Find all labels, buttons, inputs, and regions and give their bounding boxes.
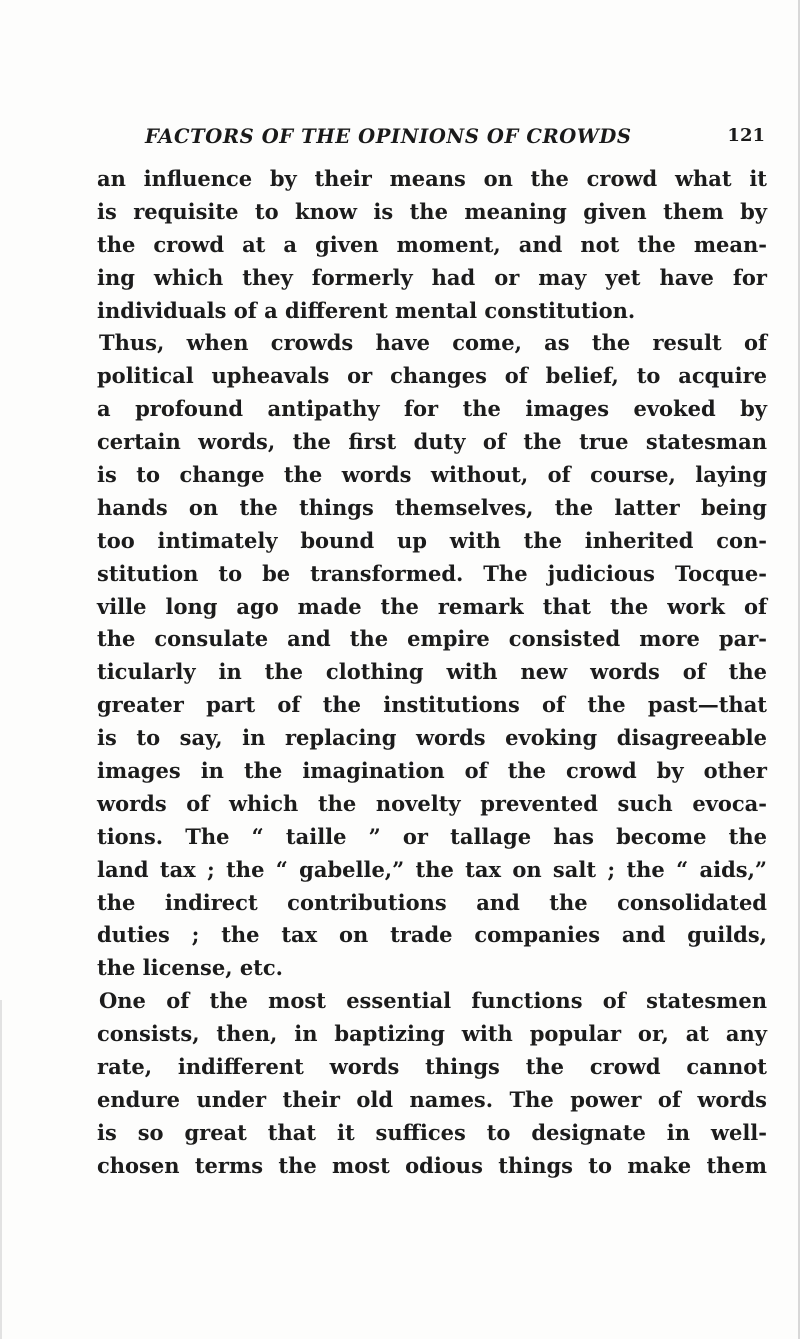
text-line: the consulate and the empire consisted more par- bbox=[97, 626, 767, 652]
text-line: endure under their old names. The power of words bbox=[97, 1086, 767, 1112]
text-line: consists, then, in baptizing with popular or, at any bbox=[97, 1021, 767, 1047]
text-line: greater part of the institutions of the past—that bbox=[97, 692, 767, 718]
running-head-title: FACTORS OF THE OPINIONS OF CROWDS bbox=[145, 125, 632, 148]
text-line: ing which they formerly had or may yet have for bbox=[97, 264, 767, 290]
text-line: a profound antipathy for the images evoked by bbox=[97, 396, 767, 422]
text-line: certain words, the first duty of the true statesman bbox=[97, 429, 767, 455]
text-line: hands on the things themselves, the latter being bbox=[97, 494, 767, 520]
text-line: duties ; the tax on trade companies and guilds, bbox=[97, 922, 767, 948]
running-head bbox=[145, 125, 765, 151]
text-line: images in the imagination of the crowd by other bbox=[97, 758, 767, 784]
text-line: an influence by their means on the crowd what it bbox=[97, 166, 767, 191]
text-line: individuals of a different mental constitution. bbox=[97, 297, 636, 323]
text-line: words of which the novelty prevented such evoca- bbox=[97, 790, 767, 816]
text-line: is requisite to know is the meaning given them by bbox=[97, 198, 767, 224]
page-number: 121 bbox=[727, 125, 765, 146]
text-line: chosen terms the most odious things to make them bbox=[97, 1152, 767, 1178]
text-line: Thus, when crowds have come, as the result of bbox=[99, 330, 767, 356]
text-line: tions. The “ taille ” or tallage has become the bbox=[97, 823, 767, 849]
text-line: ville long ago made the remark that the work of bbox=[97, 593, 767, 619]
text-line: rate, indifferent words things the crowd cannot bbox=[97, 1054, 767, 1080]
text-line: is to change the words without, of course, laying bbox=[97, 462, 767, 488]
text-line: too intimately bound up with the inherited con- bbox=[97, 527, 767, 553]
page-edge-left bbox=[0, 1000, 2, 1339]
text-line: political upheavals or changes of belief, to acquire bbox=[97, 363, 767, 389]
text-line: the indirect contributions and the consolidated bbox=[97, 889, 767, 915]
text-line: stitution to be transformed. The judicious Tocque- bbox=[97, 560, 767, 586]
text-line: is to say, in replacing words evoking disagreeable bbox=[97, 725, 767, 751]
text-line: is so great that it suffices to designate in well- bbox=[97, 1119, 767, 1145]
body-text bbox=[97, 163, 767, 1183]
text-line: ticularly in the clothing with new words of the bbox=[97, 659, 767, 685]
text-line: land tax ; the “ gabelle,” the tax on salt ; the “ aids,” bbox=[97, 856, 767, 882]
text-line: the license, etc. bbox=[97, 955, 283, 981]
text-line: One of the most essential functions of statesmen bbox=[99, 988, 767, 1014]
text-line: the crowd at a given moment, and not the mean- bbox=[97, 231, 767, 257]
